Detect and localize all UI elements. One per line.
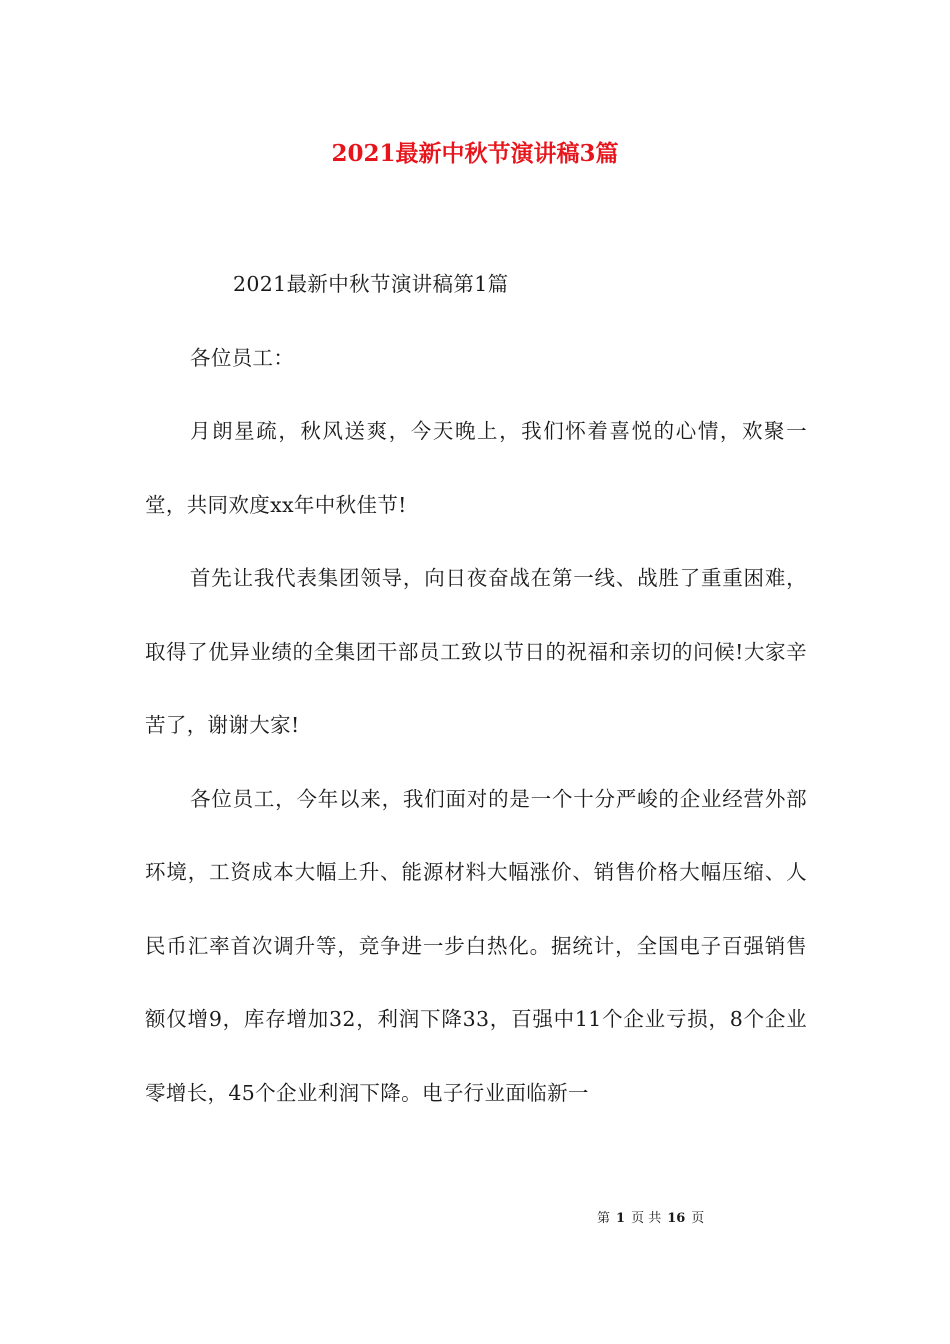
paragraph: 首先让我代表集团领导，向日夜奋战在第一线、战胜了重重困难，取得了优异业绩的全集团干部员工致以节日的祝福和亲切的问候!大家辛苦了，谢谢大家! bbox=[145, 566, 807, 737]
document-body bbox=[145, 248, 807, 1130]
page-total: 16 bbox=[667, 1211, 686, 1226]
footer-suffix: 页 bbox=[691, 1211, 705, 1226]
paragraph: 月朗星疏，秋风送爽，今天晚上，我们怀着喜悦的心情，欢聚一堂，共同欢度xx年中秋佳节! bbox=[145, 419, 807, 517]
page-number: 1 bbox=[616, 1211, 626, 1226]
paragraph: 各位员工，今年以来，我们面对的是一个十分严峻的企业经营外部环境，工资成本大幅上升、能源材料大幅涨价、销售价格大幅压缩、人民币汇率首次调升等，竞争进一步白热化。据统计，全国电子百强销售额仅增9，库存增加32，利润下降33，百强中11个企业亏损，8个企业零增长，45个企业利润下降。电子行业面临新一 bbox=[145, 786, 807, 1105]
footer-prefix: 第 bbox=[597, 1211, 611, 1226]
salutation: 各位员工： bbox=[190, 345, 295, 370]
footer-middle: 页 共 bbox=[631, 1211, 662, 1226]
page-footer bbox=[597, 1210, 704, 1228]
document-title: 2021最新中秋节演讲稿3篇 bbox=[331, 140, 619, 167]
section-title: 2021最新中秋节演讲稿第1篇 bbox=[233, 272, 509, 296]
